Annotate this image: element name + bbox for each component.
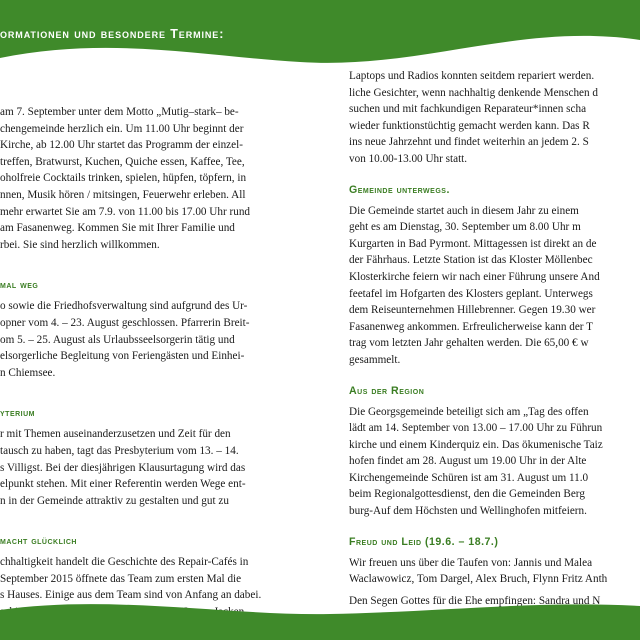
text-line: oholfreie Cocktails trinken, spielen, hüpfen, töpfern, in <box>0 172 247 185</box>
text-line: September 2015 öffnete das Team zum ersten Mal die <box>0 572 242 585</box>
section-heading-aus-der-region: Aus der Region <box>349 384 425 397</box>
text-line: trag vom letzten Jahr gehalten werden. Die 65,00 € w <box>349 337 589 350</box>
text-line: am 7. September unter dem Motto „Mutig–stark– be- <box>0 106 239 118</box>
text-line: Waclawowicz, Tom Dargel, Alex Bruch, Flynn Fritz Anth <box>349 573 608 586</box>
text-line: mehr erwartet Sie am 7.9. von 11.00 bis 17.00 Uhr rund <box>0 205 251 218</box>
section-paragraph <box>349 404 640 520</box>
text-line: von 10.00-13.00 Uhr statt. <box>349 152 468 165</box>
text-line: wieder funktionstüchtig gemacht werden kann. Das R <box>349 119 590 132</box>
text-line: kirche und einem Kinderquiz ein. Das ökumenische Taiz <box>349 438 603 451</box>
intro-paragraph <box>349 68 640 168</box>
text-line: opner vom 4. – 23. August geschlossen. Pfarrerin Breit- <box>0 316 250 329</box>
left-column <box>0 104 298 621</box>
text-line: chhaltigkeit handelt die Geschichte des Repair-Cafés in <box>0 556 249 569</box>
text-line: treffen, Bratwurst, Kuchen, Quiche essen, Kaffee, Tee, <box>0 155 245 168</box>
header-title: ormationen und besondere Termine: <box>0 27 225 41</box>
footer-band <box>0 596 640 640</box>
text-line: liche Gesichter, wenn nachhaltig denkende Menschen d <box>349 86 599 99</box>
text-line: am Fasanenweg. Kommen Sie mit Ihrer Familie und <box>0 222 235 235</box>
text-line: burg-Auf dem Höchsten und Wellinghofen mitfeiern. <box>349 505 587 518</box>
right-column <box>349 68 640 609</box>
text-line: feetafel im Hofgarten des Klosters geplant. Unterwegs <box>349 287 593 300</box>
section-heading-presbyterium: yterium <box>0 407 35 420</box>
text-line: tausch zu haben, tagt das Presbyterium vom 13. – 14. <box>0 444 239 457</box>
text-line: Die Georgsgemeinde beteiligt sich am „Tag des offen <box>349 405 589 418</box>
text-line: Klosterkirche feiern wir nach einer Führung unsere And <box>349 270 600 283</box>
text-line: nnen, Musik hören / mitsingen, Feuerwehr erleben. All <box>0 188 246 201</box>
text-line: Den Segen Gottes für die Ehe empfingen: Sandra und N <box>349 594 601 607</box>
text-line: n Chiemsee. <box>0 366 56 379</box>
text-line: rbei. Sie sind herzlich willkommen. <box>0 238 160 251</box>
text-line: gesammelt. <box>349 353 401 366</box>
text-line: hofen findet am 28. August um 19.00 Uhr in der Alte <box>349 455 587 468</box>
section-paragraph <box>349 203 640 369</box>
text-line: Kirchengemeinde Schüren ist am 31. August um 11.0 <box>349 471 589 484</box>
section-paragraph <box>349 555 640 588</box>
text-line: chengemeinde herzlich ein. Um 11.00 Uhr beginnt der <box>0 122 244 135</box>
text-line: suchen und mit fachkundigen Reparateur*innen scha <box>349 103 587 116</box>
section-heading-freud-und-leid: Freud und Leid (19.6. – 18.7.) <box>349 535 499 548</box>
text-line: lädt am 14. September von 13.00 – 17.00 Uhr zu Führun <box>349 422 603 435</box>
text-line: o sowie die Friedhofsverwaltung sind aufgrund des Ur- <box>0 300 248 313</box>
text-line: dem Reiseunternehmen Hillebrenner. Gegen 19.30 wer <box>349 304 596 317</box>
text-line: Kurgarten in Bad Pyrmont. Mittagessen ist direkt an de <box>349 237 597 250</box>
intro-paragraph <box>0 104 298 253</box>
text-line: Laptops und Radios konnten seitdem repariert werden. <box>349 70 595 82</box>
footer-wave <box>0 604 640 640</box>
text-line: n in der Gemeinde attraktiv zu gestalten und gut zu <box>0 494 229 507</box>
section-heading-gemeinde-unterwegs: Gemeinde unterwegs. <box>349 183 450 196</box>
text-line: s Villigst. Bei der diesjährigen Klausurtagung wird das <box>0 461 246 474</box>
section-paragraph <box>0 426 298 509</box>
text-line: r mit Themen auseinanderzusetzen und Zeit für den <box>0 428 231 441</box>
text-line: elpunkt stehen. Mit einer Referentin werden Wege ent- <box>0 478 246 491</box>
text-line: Kirche, ab 12.00 Uhr startet das Programm der einzel- <box>0 139 243 152</box>
text-line: Die Gemeinde startet auch in diesem Jahr zu einem <box>349 204 579 217</box>
section-paragraph <box>0 298 298 381</box>
text-line: geht es am Dienstag, 30. September um 8.00 Uhr m <box>349 221 581 234</box>
text-line: beim Regionalgottesdienst, den die Gemeinden Berg <box>349 488 585 501</box>
text-line: Wir freuen uns über die Taufen von: Jannis und Malea <box>349 556 593 569</box>
text-line: om 5. – 25. August als Urlaubsseelsorgerin tätig und <box>0 333 235 346</box>
section-heading-mal-weg: mal weg <box>0 279 39 292</box>
text-line: elsorgerliche Begleitung von Feriengästen und Einhei- <box>0 350 245 363</box>
text-line: s Hauses. Einige aus dem Team sind von Anfang an dabei. <box>0 589 262 602</box>
text-line: Fasanenweg ankommen. Erfreulicherweise kann der T <box>349 320 593 333</box>
section-heading-repair-cafe: macht glücklich <box>0 535 77 548</box>
text-line: ins neue Jahrzehnt und findet weiterhin an jedem 2. S <box>349 136 589 149</box>
text-line: der Fährhaus. Letzte Station ist das Kloster Möllenbec <box>349 254 593 267</box>
